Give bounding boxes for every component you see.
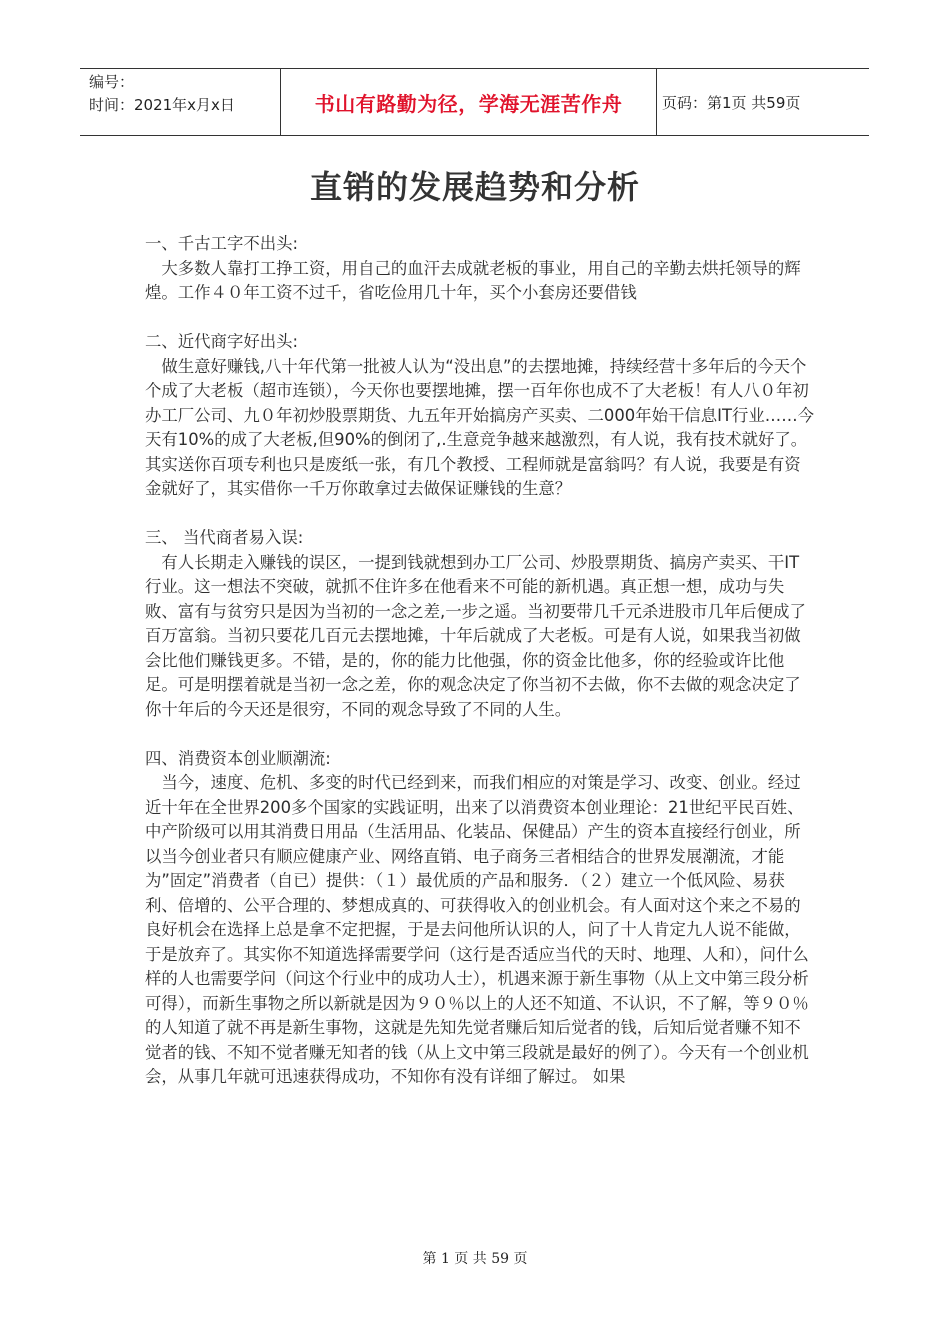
document-body xyxy=(145,232,815,1090)
section-heading: 一、千古工字不出头: xyxy=(145,234,299,253)
document-title: 直销的发展趋势和分析 xyxy=(309,168,640,206)
section-heading: 三、 当代商者易入误: xyxy=(145,528,304,547)
section-paragraph: 做生意好赚钱,八十年代第一批被人认为“没出息”的去摆地摊，持续经营十多年后的今天个个成了大老板（超市连锁），今天你也要摆地摊，摆一百年你也成不了大老板！有人八０年初办工厂公司、九０年初炒股票期货、九五年开始搞房产买卖、二000年始干信息IT行业……今天有10%的成了大老板,但90%的倒闭了,.生意竞争越来越激烈，有人说，我有技术就好了。其实送你百项专利也只是废纸一张，有几个教授、工程师就是富翁吗？有人说，我要是有资金就好了，其实借你一千万你敢拿过去做保证赚钱的生意？ xyxy=(145,356,814,498)
header-page-info: 页码：第1页 共59页 xyxy=(662,93,801,112)
section-paragraph: 有人长期走入赚钱的误区，一提到钱就想到办工厂公司、炒股票期货、搞房产卖买、干IT行业。这一想法不突破，就抓不住许多在他看来不可能的新机遇。真正想一想，成功与失败、富有与贫穷只是因为当初的一念之差,一步之遥。当初要带几千元杀进股市几年后便成了百万富翁。当初只要花几百元去摆地摊，十年后就成了大老板。可是有人说，如果我当初做会比他们赚钱更多。不错，是的，你的能力比他强，你的资金比他多，你的经验或许比他足。可是明摆着就是当初一念之差，你的观念决定了你当初不去做，你不去做的观念决定了你十年后的今天还是很穷，不同的观念导致了不同的人生。 xyxy=(145,552,806,719)
section-heading: 二、近代商字好出头: xyxy=(145,332,299,351)
time-label: 时间：2021年x月x日 xyxy=(89,96,235,114)
section-heading: 四、消费资本创业顺潮流: xyxy=(145,748,331,768)
header-motto: 书山有路勤为径，学海无涯苦作舟 xyxy=(281,69,657,135)
page-footer: 第 1 页 共 59 页 xyxy=(422,1251,528,1267)
number-label: 编号： xyxy=(89,73,135,91)
section-paragraph: 当今，速度、危机、多变的时代已经到来，而我们相应的对策是学习、改变、创业。经过近十年在全世界200多个国家的实践证明，出来了以消费资本创业理论：21世纪平民百姓、中产阶级可以用其消费日用品（生活用品、化装品、保健品）产生的资本直接经行创业，所以当今创业者只有顺应健康产业、网络直销、电子商务三者相结合的世界发展潮流，才能为”固定”消费者（自已）提供：（１）最优质的产品和服务．（２）建立一个低风险、易获利、倍增的、公平合理的、梦想成真的、可获得收入的创业机会。有人面对这个来之不易的良好机会在选择上总是拿不定把握，于是去问他所认识的人，问了十人肯定九人说不能做，于是放弃了。其实你不知道选择需要学问（这行是否适应当代的天时、地理、人和），问什么样的人也需要学问（问这个行业中的成功人士），机遇来源于新生事物（从上文中第三段分析可得），而新生事物之所以新就是因为９０％以上的人还不知道、不认识，不了解，等９０％的人知道了就不再是新生事物，这就是先知先觉者赚后知后觉者的钱，后知后觉者赚不知不觉者的钱、不知不觉者赚无知者的钱（从上文中第三段就是最好的例了）。今天有一个创业机会，从事几年就可迅速获得成功，不知你有没有详细了解过。 如果 xyxy=(145,773,809,1086)
header-meta xyxy=(80,69,281,135)
section-paragraph: 大多数人靠打工挣工资，用自己的血汗去成就老板的事业，用自己的辛勤去烘托领导的辉煌。工作４０年工资不过千，省吃俭用几十年，买个小套房还要借钱 xyxy=(145,258,801,302)
header-table xyxy=(80,68,869,136)
